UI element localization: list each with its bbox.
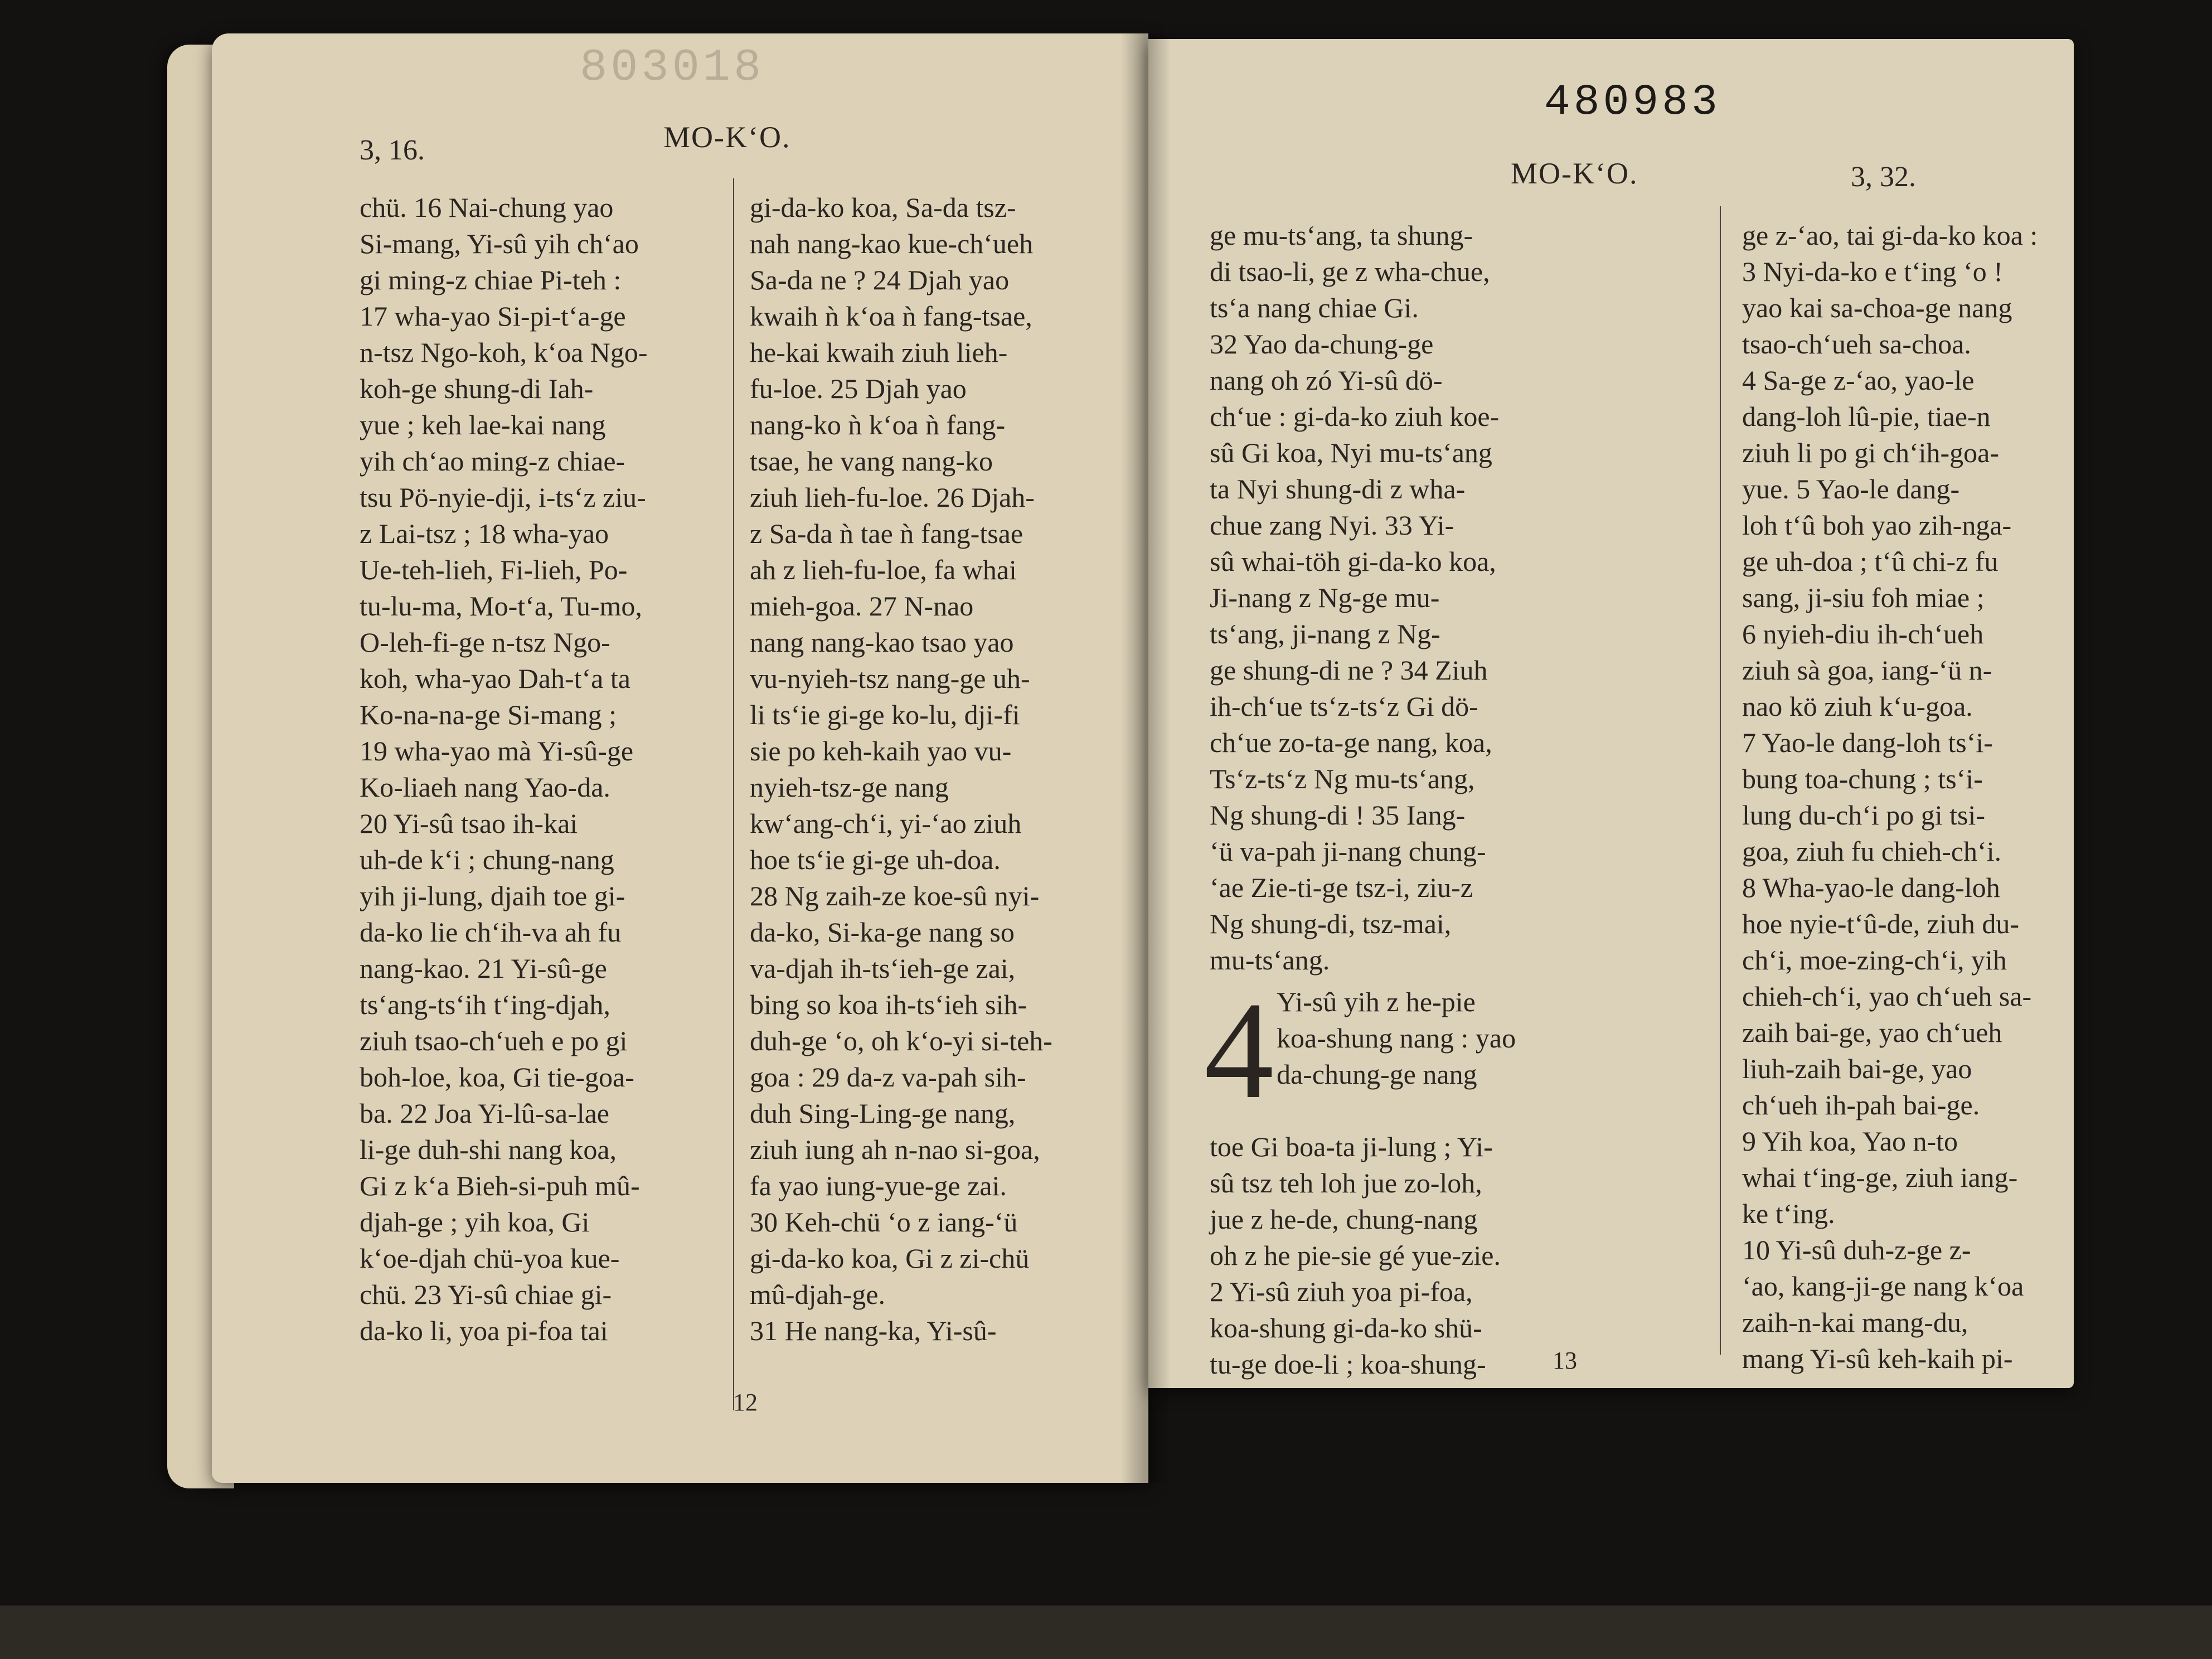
text-line: ch‘ue : gi-da-ko ziuh koe- (1210, 401, 1500, 432)
text-line: nang-ko ǹ k‘oa ǹ fang- (750, 409, 1006, 440)
text-column-1 (1204, 217, 1589, 1382)
text-line: koa-shung nang : yao (1277, 1022, 1516, 1054)
text-line: k‘oe-djah chü-yoa kue- (360, 1243, 620, 1274)
text-line: mu-ts‘ang. (1210, 944, 1330, 976)
text-line: Yi-sû yih z he-pie (1277, 986, 1476, 1017)
stamp-number: 480983 (1544, 78, 1721, 127)
text-line: chue zang Nyi. 33 Yi- (1210, 510, 1454, 541)
text-line: sie po keh-kaih yao vu- (750, 735, 1012, 767)
text-column-2 (1742, 217, 2071, 1377)
text-line: ge uh-doa ; t‘û chi-z fu (1742, 546, 1998, 577)
text-line: ah z lieh-fu-loe, fa whai (750, 554, 1017, 585)
text-line: ziuh sà goa, iang-‘ü n- (1742, 654, 1992, 686)
text-line: 6 nyieh-diu ih-ch‘ueh (1742, 618, 1984, 649)
text-line: z Sa-da ǹ tae ǹ fang-tsae (750, 518, 1023, 549)
text-line: nang nang-kao tsao yao (750, 627, 1014, 658)
text-line: 3 Nyi-da-ko e t‘ing ‘o ! (1742, 256, 2003, 287)
text-line: nah nang-kao kue-ch‘ueh (750, 228, 1034, 259)
text-line: uh-de k‘i ; chung-nang (360, 844, 614, 875)
text-line: mieh-goa. 27 N-nao (750, 590, 974, 622)
text-line: bing so koa ih-ts‘ieh sih- (750, 989, 1027, 1020)
text-line: zaih-n-kai mang-du, (1742, 1307, 1968, 1338)
text-line: O-leh-fi-ge n-tsz Ngo- (360, 627, 610, 658)
text-line: bung toa-chung ; ts‘i- (1742, 763, 1983, 794)
text-line: ‘ü va-pah ji-nang chung- (1210, 836, 1486, 867)
text-line: nang-kao. 21 Yi-sû-ge (360, 953, 607, 984)
text-line: Ts‘z-ts‘z Ng mu-ts‘ang, (1210, 763, 1475, 794)
text-line: djah-ge ; yih koa, Gi (360, 1206, 590, 1238)
chapter-number: 4 (1204, 973, 1274, 1128)
text-line: 32 Yao da-chung-ge (1210, 328, 1434, 360)
text-line: ch‘ueh ih-pah bai-ge. (1742, 1089, 1980, 1120)
text-line: yih ch‘ao ming-z chiae- (360, 445, 625, 477)
text-line: tsao-ch‘ueh sa-choa. (1742, 328, 1971, 360)
text-column-2 (750, 190, 1118, 1349)
text-line: chü. 16 Nai-chung yao (360, 192, 614, 223)
text-line: ziuh lieh-fu-loe. 26 Djah- (750, 482, 1035, 513)
text-line: Ji-nang z Ng-ge mu- (1210, 582, 1440, 613)
text-line: 8 Wha-yao-le dang-loh (1742, 872, 2000, 903)
text-line: Si-mang, Yi-sû yih ch‘ao (360, 228, 639, 259)
text-line: di tsao-li, ge z wha-chue, (1210, 256, 1490, 287)
text-line: mû-djah-ge. (750, 1279, 885, 1310)
chapter-verse-reference: 3, 16. (360, 134, 425, 166)
text-line: nang oh zó Yi-sû dö- (1210, 365, 1443, 396)
faded-stamp-number: 803018 (580, 42, 765, 94)
running-header: MO-K‘O. (663, 120, 791, 154)
text-line: ba. 22 Joa Yi-lû-sa-lae (360, 1098, 609, 1129)
text-line: sû Gi koa, Nyi mu-ts‘ang (1210, 437, 1492, 468)
text-line: Ue-teh-lieh, Fi-lieh, Po- (360, 554, 628, 585)
text-line: sû tsz teh loh jue zo-loh, (1210, 1167, 1482, 1199)
text-line: chieh-ch‘i, yao ch‘ueh sa- (1742, 981, 2032, 1012)
text-line: whai t‘ing-ge, ziuh iang- (1742, 1162, 2018, 1193)
text-line: Ko-na-na-ge Si-mang ; (360, 699, 617, 730)
column-rule (1720, 206, 1721, 1355)
text-line: liuh-zaih bai-ge, yao (1742, 1053, 1972, 1084)
text-line: koa-shung gi-da-ko shü- (1210, 1312, 1482, 1343)
page-number: 13 (1553, 1347, 1577, 1374)
text-line: 19 wha-yao mà Yi-sû-ge (360, 735, 634, 767)
text-line: kw‘ang-ch‘i, yi-‘ao ziuh (750, 808, 1022, 839)
text-line: yih ji-lung, djaih toe gi- (360, 880, 625, 911)
text-line: mang Yi-sû keh-kaih pi- (1742, 1343, 2013, 1374)
desk-surface (0, 1605, 2212, 1659)
column-rule (733, 178, 734, 1410)
text-line: koh-ge shung-di Iah- (360, 373, 594, 404)
text-line: ta Nyi shung-di z wha- (1210, 473, 1466, 505)
text-line: da-ko lie ch‘ih-va ah fu (360, 916, 622, 948)
text-line: duh Sing-Ling-ge nang, (750, 1098, 1016, 1129)
text-line: ‘ae Zie-ti-ge tsz-i, ziu-z (1210, 872, 1473, 903)
text-line: he-kai kwaih ziuh lieh- (750, 337, 1008, 368)
text-line: 4 Sa-ge z-‘ao, yao-le (1742, 365, 1975, 396)
text-line: 10 Yi-sû duh-z-ge z- (1742, 1234, 1971, 1265)
text-line: yue. 5 Yao-le dang- (1742, 473, 1960, 505)
text-line: ke t‘ing. (1742, 1198, 1835, 1229)
book-gutter (1120, 33, 1171, 1483)
text-line: 7 Yao-le dang-loh ts‘i- (1742, 727, 1993, 758)
text-line: nyieh-tsz-ge nang (750, 772, 949, 803)
text-line: Sa-da ne ? 24 Djah yao (750, 264, 1010, 295)
text-line: nao kö ziuh k‘u-goa. (1742, 691, 1973, 722)
chapter-verse-reference: 3, 32. (1851, 161, 1916, 193)
text-line: da-ko, Si-ka-ge nang so (750, 916, 1015, 948)
text-line: Ng shung-di ! 35 Iang- (1210, 799, 1466, 831)
text-line: tu-ge doe-li ; koa-shung- (1210, 1348, 1486, 1380)
text-line: hoe ts‘ie gi-ge uh-doa. (750, 844, 1001, 875)
text-line: goa, ziuh fu chieh-ch‘i. (1742, 836, 2002, 867)
text-line: jue z he-de, chung-nang (1210, 1204, 1478, 1235)
text-line: 2 Yi-sû ziuh yoa pi-foa, (1210, 1276, 1473, 1307)
text-line: gi-da-ko koa, Sa-da tsz- (750, 192, 1016, 223)
text-line: li-ge duh-shi nang koa, (360, 1134, 617, 1165)
text-line: 30 Keh-chü ‘o z iang-‘ü (750, 1206, 1018, 1238)
text-line: sang, ji-siu foh miae ; (1742, 582, 1985, 613)
text-line: gi ming-z chiae Pi-teh : (360, 264, 622, 295)
text-line: ‘ao, kang-ji-ge nang k‘oa (1742, 1270, 2024, 1302)
text-line: Gi z k‘a Bieh-si-puh mû- (360, 1170, 640, 1201)
text-line: ziuh tsao-ch‘ueh e po gi (360, 1025, 628, 1056)
text-line: li ts‘ie gi-ge ko-lu, dji-fi (750, 699, 1020, 730)
text-line: ts‘a nang chiae Gi. (1210, 292, 1419, 323)
text-line: ch‘ue zo-ta-ge nang, koa, (1210, 727, 1492, 758)
text-line: fa yao iung-yue-ge zai. (750, 1170, 1007, 1201)
text-line: Ko-liaeh nang Yao-da. (360, 772, 610, 803)
text-line: ge shung-di ne ? 34 Ziuh (1210, 654, 1488, 686)
text-line: dang-loh lû-pie, tiae-n (1742, 401, 1991, 432)
text-line: hoe nyie-t‘û-de, ziuh du- (1742, 908, 2020, 939)
text-line: va-djah ih-ts‘ieh-ge zai, (750, 953, 1016, 984)
text-line: lung du-ch‘i po gi tsi- (1742, 799, 1986, 831)
text-line: 20 Yi-sû tsao ih-kai (360, 808, 578, 839)
page-number: 12 (733, 1389, 758, 1416)
text-line: n-tsz Ngo-koh, k‘oa Ngo- (360, 337, 648, 368)
text-column-1 (360, 190, 716, 1349)
text-line: chü. 23 Yi-sû chiae gi- (360, 1279, 612, 1310)
text-line: boh-loe, koa, Gi tie-goa- (360, 1061, 634, 1093)
text-line: 31 He nang-ka, Yi-sû- (750, 1315, 997, 1346)
text-line: ih-ch‘ue ts‘z-ts‘z Gi dö- (1210, 691, 1478, 722)
text-line: toe Gi boa-ta ji-lung ; Yi- (1210, 1131, 1493, 1162)
text-line: yue ; keh lae-kai nang (360, 409, 606, 440)
text-line: zaih bai-ge, yao ch‘ueh (1742, 1017, 2002, 1048)
text-line: koh, wha-yao Dah-t‘a ta (360, 663, 630, 694)
text-line: vu-nyieh-tsz nang-ge uh- (750, 663, 1030, 694)
text-line: tsu Pö-nyie-dji, i-ts‘z ziu- (360, 482, 646, 513)
right-page (1148, 39, 2074, 1388)
text-line: 17 wha-yao Si-pi-t‘a-ge (360, 300, 626, 332)
text-line: fu-loe. 25 Djah yao (750, 373, 967, 404)
chapter-opening (1204, 973, 1589, 1129)
left-page (212, 33, 1148, 1483)
text-line: duh-ge ‘o, oh k‘o-yi si-teh- (750, 1025, 1052, 1056)
text-line: ge z-‘ao, tai gi-da-ko koa : (1742, 220, 2038, 251)
text-line: yao kai sa-choa-ge nang (1742, 292, 2012, 323)
text-line: ge mu-ts‘ang, ta shung- (1210, 220, 1473, 251)
text-line: 28 Ng zaih-ze koe-sû nyi- (750, 880, 1040, 911)
text-line: ziuh li po gi ch‘ih-goa- (1742, 437, 1999, 468)
text-line: tsae, he vang nang-ko (750, 445, 993, 477)
text-line: Ng shung-di, tsz-mai, (1210, 908, 1452, 939)
text-line: loh t‘û boh yao zih-nga- (1742, 510, 2012, 541)
text-line: tu-lu-ma, Mo-t‘a, Tu-mo, (360, 590, 642, 622)
text-line: z Lai-tsz ; 18 wha-yao (360, 518, 609, 549)
text-line: da-chung-ge nang (1277, 1059, 1477, 1090)
text-line: 9 Yih koa, Yao n-to (1742, 1126, 1958, 1157)
running-header: MO-K‘O. (1511, 157, 1638, 190)
text-line: ziuh iung ah n-nao si-goa, (750, 1134, 1040, 1165)
text-line: goa : 29 da-z va-pah sih- (750, 1061, 1026, 1093)
text-line: ts‘ang, ji-nang z Ng- (1210, 618, 1440, 649)
text-line: gi-da-ko koa, Gi z zi-chü (750, 1243, 1030, 1274)
text-line: oh z he pie-sie gé yue-zie. (1210, 1240, 1501, 1271)
text-line: da-ko li, yoa pi-foa tai (360, 1315, 608, 1346)
text-line: ts‘ang-ts‘ih t‘ing-djah, (360, 989, 610, 1020)
text-line: ch‘i, moe-zing-ch‘i, yih (1742, 944, 2007, 976)
text-line: kwaih ǹ k‘oa ǹ fang-tsae, (750, 300, 1032, 332)
text-line: sû whai-töh gi-da-ko koa, (1210, 546, 1496, 577)
